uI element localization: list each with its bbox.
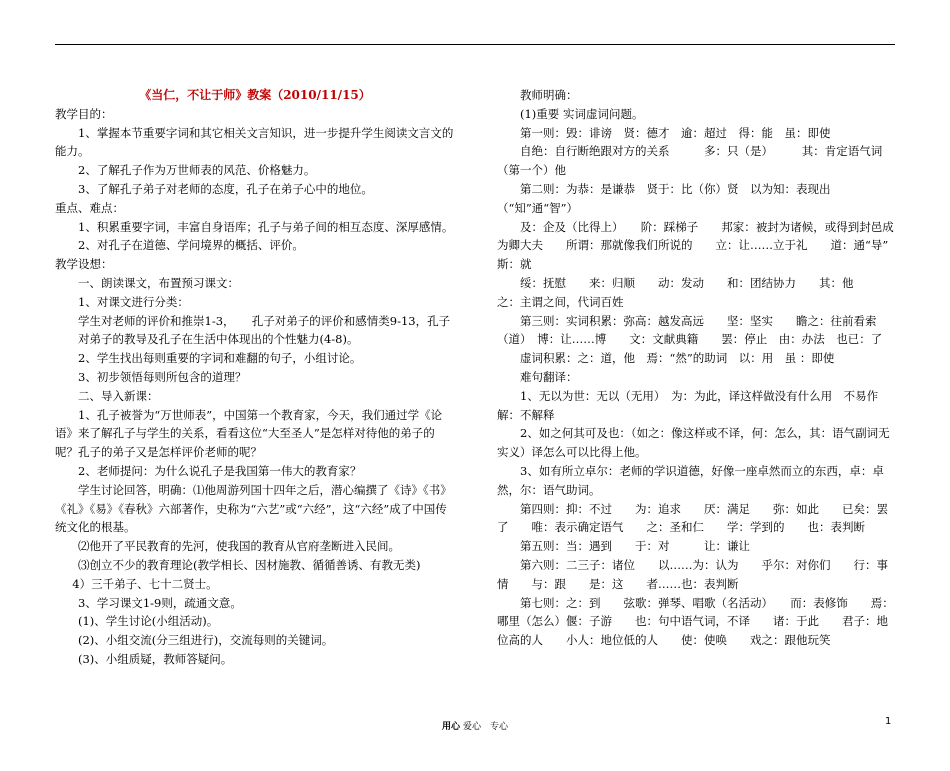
teacher-question: 2、老师提问：为什么说孔子是我国第一伟大的教育家？ xyxy=(78,463,362,478)
keypoint-1: 1、积累重要字词，丰富自身语库；孔子与弟子间的相互态度、深厚感情。 xyxy=(78,219,454,234)
rule-6: 第六则：二三子：诸位 以……为：认为 乎尔：对你们 行：事情 与：跟 是：这 者……也：表判断 xyxy=(497,557,888,591)
vocab-heading: (1)重要 实词虚词问题。 xyxy=(520,106,644,121)
rule-3: 第三则：实词积累：弥高：越发高远 坚：坚实 瞻之：往前看索（道） 博：让……博 文：文献典籍 罢：停止 由：办法 也已：了 xyxy=(497,313,883,347)
objective-2: 2、了解孔子作为万世师表的风范、价格魅力。 xyxy=(78,163,316,178)
rule-2: 第二则：为恭：是谦恭 贤于：比（你）贤 以为知：表现出（“知”通“智”） xyxy=(497,181,831,215)
step-1-3: 3、初步领悟每则所包含的道理？ xyxy=(78,369,247,384)
section-heading: 教学目的： xyxy=(55,106,113,121)
page-title: 《当仁，不让于师》教案（2010/11/15） xyxy=(139,88,371,102)
top-rule xyxy=(55,44,895,45)
right-column xyxy=(497,86,912,650)
activity-3: (3)、小组质疑，教师答疑问。 xyxy=(78,651,233,666)
rule-1: 第一则：毁：诽谤 贤：德才 逾：超过 得：能 虽：即使 xyxy=(520,125,831,140)
step-2-3: 3、学习课文1-9则，疏通文意。 xyxy=(78,595,242,610)
teacher-clarify: 教师明确： xyxy=(520,88,578,102)
keypoint-2: 2、对孔子在道德、学问境界的概括、评价。 xyxy=(78,238,304,253)
intro-paragraph: 1、孔子被誉为“万世师表”，中国第一个教育家，今天，我们通过学《论语》来了解孔子与学生的关系，看看这位“大至圣人”是怎样对待他的弟子的呢？孔子的弟子又是怎样评价老师的呢？ xyxy=(55,407,443,460)
difficult-sentences-heading: 难句翻译： xyxy=(520,369,578,384)
rule-2-cont: 及：企及（比得上） 阶：踩梯子 邦家：被封为诸候，或得到封邑成为卿大夫 所谓：那就像我们所说的 立：让……立于礼 道：通“导” 斯：就 xyxy=(497,219,912,272)
answer-2: ⑵他开了平民教育的先河，使我国的教育从官府垄断进入民间。 xyxy=(78,539,400,554)
difficult-3: 3、如有所立卓尔：老师的学识道德，好像一座卓然而立的东西，卓：卓然，尔：语气助词。 xyxy=(497,463,884,497)
answer-3: ⑶创立不少的教育理论(教学相长、因材施教、循循善诱、有教无类) xyxy=(78,557,421,572)
activity-2: (2)、小组交流(分三组进行)，交流每则的关键词。 xyxy=(78,633,334,648)
discussion-answer: 学生讨论回答，明确：⑴他周游列国十四年之后，潜心编撰了《诗》《书》《礼》《易》《春秋》六部著作，史称为“六艺”或“六经”，这“六经”成了中国传统文化的根基。 xyxy=(55,482,452,535)
difficult-1: 1、无以为世：无以（无用） 为：为此，译这样做没有什么用 不易作解：不解释 xyxy=(497,388,879,422)
step-2: 二、导入新课： xyxy=(78,388,159,403)
rule-7: 第七则：之：到 弦歌：弹琴、唱歌（名活动） 而：表修饰 焉：哪里（怎么）偃：子游 也：句中语气词，不译 诸：于此 君子：地位高的人 小人：地位低的人 使：使唤 戏之：跟他玩笑 xyxy=(497,595,894,648)
footer-rest: 爱心 专心 xyxy=(462,722,508,732)
page-number: 1 xyxy=(885,716,892,727)
rule-4: 第四则：抑：不过 为：追求 厌：满足 弥：如此 已矣：罢了 唯：表示确定语气 之：圣和仁 学：学到的 也：表判断 xyxy=(497,501,888,535)
footer-main: 用心 xyxy=(442,722,461,732)
footer xyxy=(0,719,950,732)
rule-1-cont: 自绝：自行断绝跟对方的关系 多：只（是） 其：肯定语气词（第一个）他 xyxy=(497,144,883,178)
step-1: 一、朗读课文，布置预习课文： xyxy=(78,275,239,290)
section-heading: 重点、难点： xyxy=(55,200,124,215)
objective-3: 3、了解孔子弟子对老师的态度，孔子在弟子心中的地位。 xyxy=(78,181,373,196)
left-column xyxy=(55,86,455,669)
section-heading: 教学设想： xyxy=(55,257,113,272)
classification-text: 学生对老师的评价和推崇1-3， 孔子对弟子的评价和感情类9-13，孔子对弟子的教导及孔子在生活中体现出的个性魅力(4-8)。 xyxy=(78,313,451,347)
rule-2-cont-2: 绥：抚慰 来：归顺 动：发动 和：团结协力 其：他 之：主谓之间，代词百姓 xyxy=(497,275,877,309)
answer-4: 4）三千弟子、七十二贤士。 xyxy=(72,576,218,591)
difficult-2: 2、如之何其可及也：（如之：像这样或不译，何：怎么，其：语气副词无实义）译怎么可以比得上他。 xyxy=(497,426,890,460)
rule-5: 第五则：当：遇到 于：对 让：谦让 xyxy=(520,539,750,554)
function-words: 虚词积累：之：道，他 焉：“然”的助词 以：用 虽 ：即使 xyxy=(520,351,835,366)
activity-1: (1)、学生讨论(小组活动)。 xyxy=(78,614,219,629)
objective-1: 1、掌握本节重要字词和其它相关文言知识，进一步提升学生阅读文言文的能力。 xyxy=(55,125,454,159)
step-1-1: 1、对课文进行分类： xyxy=(78,294,189,309)
step-1-2: 2、学生找出每则重要的字词和难翻的句子，小组讨论。 xyxy=(78,351,362,366)
